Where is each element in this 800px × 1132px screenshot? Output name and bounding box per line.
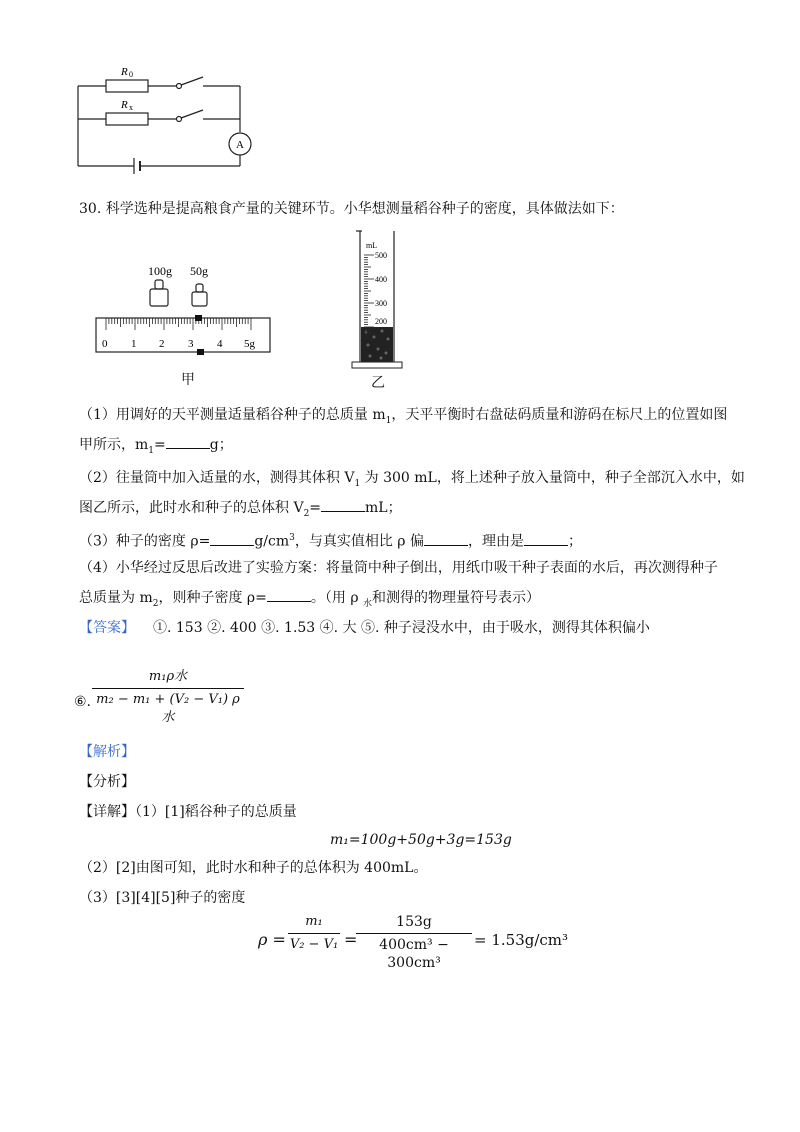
cyl-unit: mL: [366, 241, 378, 250]
answer-tag: 【答案】: [79, 620, 135, 636]
tick-1: 1: [131, 338, 137, 350]
blank-rho2[interactable]: [267, 601, 311, 602]
cyl-300: 300: [375, 299, 387, 308]
question-title: 30. 科学选种是提高粮食产量的关键环节。小华想测量稻谷种子的密度，具体做法如下：: [79, 201, 624, 217]
eq2-equals: =: [344, 930, 358, 949]
eq2-rhs: = 1.53g/cm³: [474, 931, 569, 949]
weight-100g-label: 100g: [148, 264, 172, 278]
tick-2: 2: [159, 338, 165, 350]
cyl-400: 400: [375, 275, 387, 284]
answer-line: 【答案】 ①. 153 ②. 400 ③. 1.53 ④. 大 ⑤. 种子浸没水中，由于吸水，测得其体积偏小: [79, 620, 650, 636]
caption-yi: 乙: [371, 375, 385, 391]
fenxi-tag: 【分析】: [79, 774, 135, 790]
tick-0: 0: [102, 338, 108, 350]
q1-line2: 甲所示，$m_1= g$；: [79, 437, 233, 456]
blank-bias[interactable]: [424, 545, 468, 546]
cyl-500: 500: [375, 251, 387, 260]
eq2-lhs: ρ =: [258, 930, 286, 949]
q2-line2: 图乙所示，此时水和种子的总体积 $V_2=$ mL；: [79, 500, 402, 519]
blank-reason[interactable]: [524, 545, 568, 546]
q2-line1: （2）往量筒中加入适量的水，测得其体积 $V_1$ 为 300 mL，将上述种子放入量筒中，种子全部沉入水中，如: [79, 470, 745, 489]
tick-5g: 5g: [244, 338, 255, 350]
analysis-line3: （3）[3][4][5]种子的密度: [79, 890, 246, 906]
rx-label: R: [121, 99, 128, 111]
q4-line1: （4）小华经过反思后改进了实验方案：将量筒中种子倒出，用纸巾吸干种子表面的水后，再次测得种子: [79, 560, 718, 576]
xiangjie-line: 【详解】（1）[1]稻谷种子的总质量: [79, 804, 297, 820]
r0-label: R: [121, 66, 128, 78]
eq2-frac1: m₁ V₂ − V₁: [289, 914, 339, 952]
analysis-line2: （2）[2]由图可知，此时水和种子的总体积为 400mL。: [79, 860, 428, 876]
eq2-frac2: 153g 400cm³ − 300cm³: [356, 913, 472, 972]
weight-50g-label: 50g: [190, 264, 208, 278]
rx-sub: x: [129, 103, 133, 112]
r0-sub: 0: [129, 70, 133, 79]
cyl-200: 200: [375, 317, 387, 326]
graduated-cylinder: [348, 227, 408, 369]
q1-line1: （1）用调好的天平测量适量稻谷种子的总质量 $m_1$，天平平衡时右盘砝码质量和游码在标尺上的位置如图: [79, 407, 728, 426]
weight-50g: [192, 284, 207, 306]
weight-100g: [150, 280, 168, 306]
q3-line: （3）种子的密度 $\rho= g/cm^3$，与真实值相比 ρ 偏 ，理由是 ；: [79, 533, 582, 550]
rider: [195, 315, 202, 321]
tick-4: 4: [217, 338, 223, 350]
ammeter-label: A: [236, 139, 244, 151]
eq-m1: m₁=100g+50g+3g=153g: [330, 832, 512, 848]
circuit-diagram: [60, 55, 260, 175]
blank-m1[interactable]: [166, 448, 210, 449]
caption-jia: 甲: [181, 372, 195, 388]
blank-v2[interactable]: [321, 511, 365, 512]
answer-six-label: ⑥.: [74, 694, 92, 710]
answer-six-fraction: m₁ρ水 m₂ − m₁ + (V₂ − V₁) ρ水: [92, 668, 244, 727]
blank-rho[interactable]: [210, 545, 254, 546]
jiexi-tag: 【解析】: [79, 744, 135, 760]
q4-line2: 总质量为 $m_2$，则种子密度 ρ= 。（用 ρ $_水$和测得的物理量符号表示）: [79, 590, 541, 609]
balance-figure: [92, 258, 282, 363]
tick-3: 3: [188, 338, 194, 350]
